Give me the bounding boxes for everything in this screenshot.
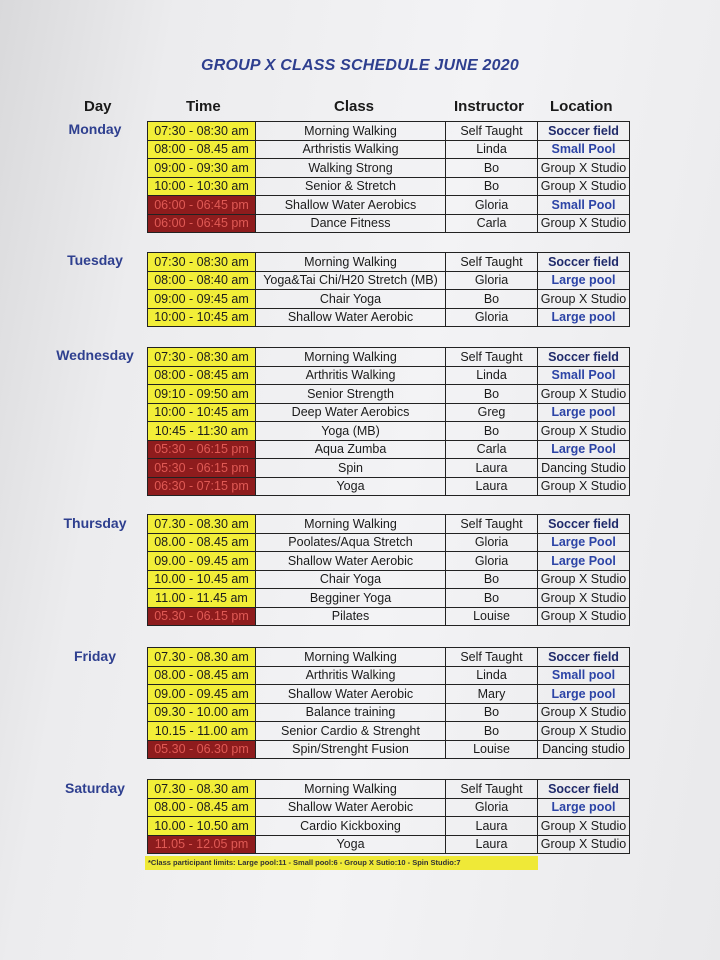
time-cell: 10:00 - 10:45 am (148, 403, 256, 422)
class-cell: Chair Yoga (256, 570, 446, 589)
location-cell: Large pool (538, 685, 630, 704)
instructor-cell: Bo (446, 722, 538, 741)
table-row (148, 780, 630, 799)
instructor-cell: Gloria (446, 552, 538, 571)
time-cell: 09:00 - 09:45 am (148, 290, 256, 309)
header-time: Time (186, 98, 221, 115)
header-instructor: Instructor (454, 98, 525, 115)
location-cell: Group X Studio (538, 214, 630, 233)
instructor-cell: Linda (446, 140, 538, 159)
table-row (148, 253, 630, 272)
time-cell: 07.30 - 08.30 am (148, 780, 256, 799)
location-cell: Small Pool (538, 140, 630, 159)
header-class: Class (334, 98, 375, 115)
class-cell: Senior & Stretch (256, 177, 446, 196)
table-row (148, 348, 630, 367)
time-cell: 08.00 - 08.45 am (148, 533, 256, 552)
table-row (148, 366, 630, 385)
location-cell: Dancing studio (538, 740, 630, 759)
day-label-tuesday: Tuesday (67, 252, 123, 268)
table-row (148, 196, 630, 215)
instructor-cell: Louise (446, 740, 538, 759)
table-row (148, 214, 630, 233)
location-cell: Group X Studio (538, 722, 630, 741)
schedule-table-monday (147, 121, 630, 233)
time-cell: 08.00 - 08.45 am (148, 798, 256, 817)
table-row (148, 459, 630, 478)
instructor-cell: Linda (446, 666, 538, 685)
schedule-table-saturday (147, 779, 630, 854)
time-cell: 10:45 - 11:30 am (148, 422, 256, 441)
table-row (148, 533, 630, 552)
time-cell: 06:00 - 06:45 pm (148, 214, 256, 233)
table-row (148, 422, 630, 441)
table-row (148, 515, 630, 534)
day-label-saturday: Saturday (65, 780, 125, 796)
time-cell: 05.30 - 06.15 pm (148, 607, 256, 626)
location-cell: Group X Studio (538, 835, 630, 854)
time-cell: 06:30 - 07:15 pm (148, 477, 256, 496)
class-cell: Morning Walking (256, 348, 446, 367)
instructor-cell: Bo (446, 385, 538, 404)
location-cell: Large Pool (538, 440, 630, 459)
location-cell: Large Pool (538, 552, 630, 571)
class-cell: Morning Walking (256, 648, 446, 667)
class-cell: Yoga&Tai Chi/H20 Stretch (MB) (256, 271, 446, 290)
time-cell: 09.00 - 09.45 am (148, 552, 256, 571)
instructor-cell: Carla (446, 214, 538, 233)
time-cell: 08:00 - 08:45 am (148, 366, 256, 385)
time-cell: 08:00 - 08.45 am (148, 140, 256, 159)
class-cell: Chair Yoga (256, 290, 446, 309)
schedule-table-thursday (147, 514, 630, 626)
instructor-cell: Bo (446, 570, 538, 589)
time-cell: 09:00 - 09:30 am (148, 159, 256, 178)
time-cell: 06:00 - 06:45 pm (148, 196, 256, 215)
time-cell: 07:30 - 08:30 am (148, 122, 256, 141)
class-cell: Shallow Water Aerobic (256, 685, 446, 704)
location-cell: Soccer field (538, 122, 630, 141)
table-row (148, 177, 630, 196)
day-label-friday: Friday (73, 648, 116, 664)
instructor-cell: Mary (446, 685, 538, 704)
location-cell: Group X Studio (538, 477, 630, 496)
instructor-cell: Self Taught (446, 122, 538, 141)
location-cell: Soccer field (538, 780, 630, 799)
class-cell: Morning Walking (256, 122, 446, 141)
class-cell: Poolates/Aqua Stretch (256, 533, 446, 552)
class-cell: Morning Walking (256, 515, 446, 534)
table-row (148, 290, 630, 309)
table-row (148, 385, 630, 404)
time-cell: 10:00 - 10:30 am (148, 177, 256, 196)
location-cell: Group X Studio (538, 159, 630, 178)
class-cell: Balance training (256, 703, 446, 722)
time-cell: 07.30 - 08.30 am (148, 648, 256, 667)
time-cell: 11.00 - 11.45 am (148, 589, 256, 608)
time-cell: 10:00 - 10:45 am (148, 308, 256, 327)
time-cell: 08:00 - 08:40 am (148, 271, 256, 290)
table-row (148, 552, 630, 571)
table-row (148, 308, 630, 327)
time-cell: 07:30 - 08:30 am (148, 253, 256, 272)
instructor-cell: Self Taught (446, 780, 538, 799)
class-cell: Shallow Water Aerobics (256, 196, 446, 215)
location-cell: Soccer field (538, 348, 630, 367)
instructor-cell: Greg (446, 403, 538, 422)
instructor-cell: Gloria (446, 798, 538, 817)
table-row (148, 570, 630, 589)
instructor-cell: Laura (446, 477, 538, 496)
instructor-cell: Carla (446, 440, 538, 459)
instructor-cell: Bo (446, 177, 538, 196)
class-cell: Begginer Yoga (256, 589, 446, 608)
class-cell: Shallow Water Aerobic (256, 308, 446, 327)
class-cell: Spin/Strenght Fusion (256, 740, 446, 759)
class-cell: Morning Walking (256, 780, 446, 799)
class-cell: Yoga (MB) (256, 422, 446, 441)
class-cell: Yoga (256, 835, 446, 854)
location-cell: Group X Studio (538, 570, 630, 589)
instructor-cell: Linda (446, 366, 538, 385)
class-cell: Morning Walking (256, 253, 446, 272)
instructor-cell: Self Taught (446, 253, 538, 272)
time-cell: 09.30 - 10.00 am (148, 703, 256, 722)
location-cell: Dancing Studio (538, 459, 630, 478)
location-cell: Large Pool (538, 533, 630, 552)
time-cell: 11.05 - 12.05 pm (148, 835, 256, 854)
table-row (148, 440, 630, 459)
instructor-cell: Laura (446, 459, 538, 478)
table-row (148, 271, 630, 290)
instructor-cell: Louise (446, 607, 538, 626)
instructor-cell: Bo (446, 589, 538, 608)
table-row (148, 685, 630, 704)
instructor-cell: Gloria (446, 271, 538, 290)
table-row (148, 589, 630, 608)
table-row (148, 159, 630, 178)
time-cell: 05:30 - 06:15 pm (148, 459, 256, 478)
time-cell: 08.00 - 08.45 am (148, 666, 256, 685)
class-cell: Spin (256, 459, 446, 478)
instructor-cell: Self Taught (446, 515, 538, 534)
class-cell: Shallow Water Aerobic (256, 552, 446, 571)
day-label-wednesday: Wednesday (56, 347, 134, 363)
table-row (148, 817, 630, 836)
location-cell: Group X Studio (538, 703, 630, 722)
time-cell: 10.15 - 11.00 am (148, 722, 256, 741)
instructor-cell: Gloria (446, 196, 538, 215)
table-row (148, 798, 630, 817)
location-cell: Small Pool (538, 366, 630, 385)
header-day: Day (84, 98, 112, 115)
class-cell: Arthristis Walking (256, 140, 446, 159)
location-cell: Group X Studio (538, 422, 630, 441)
location-cell: Large pool (538, 798, 630, 817)
time-cell: 10.00 - 10.50 am (148, 817, 256, 836)
instructor-cell: Laura (446, 817, 538, 836)
location-cell: Small Pool (538, 196, 630, 215)
class-cell: Walking Strong (256, 159, 446, 178)
location-cell: Group X Studio (538, 607, 630, 626)
table-row (148, 703, 630, 722)
instructor-cell: Self Taught (446, 648, 538, 667)
time-cell: 07:30 - 08:30 am (148, 348, 256, 367)
instructor-cell: Gloria (446, 308, 538, 327)
header-location: Location (550, 98, 613, 115)
location-cell: Soccer field (538, 515, 630, 534)
schedule-table-wednesday (147, 347, 630, 496)
time-cell: 05.30 - 06.30 pm (148, 740, 256, 759)
location-cell: Group X Studio (538, 817, 630, 836)
day-label-monday: Monday (68, 121, 122, 137)
class-cell: Deep Water Aerobics (256, 403, 446, 422)
instructor-cell: Bo (446, 422, 538, 441)
time-cell: 10.00 - 10.45 am (148, 570, 256, 589)
class-cell: Pilates (256, 607, 446, 626)
instructor-cell: Self Taught (446, 348, 538, 367)
location-cell: Large pool (538, 308, 630, 327)
time-cell: 07.30 - 08.30 am (148, 515, 256, 534)
table-row (148, 122, 630, 141)
time-cell: 09:10 - 09:50 am (148, 385, 256, 404)
class-cell: Senior Cardio & Strenght (256, 722, 446, 741)
instructor-cell: Bo (446, 290, 538, 309)
class-cell: Arthritis Walking (256, 366, 446, 385)
class-cell: Aqua Zumba (256, 440, 446, 459)
instructor-cell: Gloria (446, 533, 538, 552)
location-cell: Large pool (538, 403, 630, 422)
table-row (148, 648, 630, 667)
participant-limits-note: *Class participant limits: Large pool:11 - Small pool:6 - Group X Sutio:10 - Spin Studio:7 (145, 856, 538, 870)
table-row (148, 607, 630, 626)
schedule-table-tuesday (147, 252, 630, 327)
table-row (148, 740, 630, 759)
location-cell: Group X Studio (538, 177, 630, 196)
class-cell: Dance Fitness (256, 214, 446, 233)
location-cell: Group X Studio (538, 290, 630, 309)
class-cell: Cardio Kickboxing (256, 817, 446, 836)
instructor-cell: Bo (446, 703, 538, 722)
class-cell: Arthritis Walking (256, 666, 446, 685)
class-cell: Shallow Water Aerobic (256, 798, 446, 817)
location-cell: Group X Studio (538, 589, 630, 608)
day-label-thursday: Thursday (63, 515, 127, 531)
table-row (148, 403, 630, 422)
instructor-cell: Laura (446, 835, 538, 854)
location-cell: Large pool (538, 271, 630, 290)
class-cell: Yoga (256, 477, 446, 496)
location-cell: Group X Studio (538, 385, 630, 404)
page-title: GROUP X CLASS SCHEDULE JUNE 2020 (201, 57, 519, 74)
location-cell: Soccer field (538, 253, 630, 272)
table-row (148, 140, 630, 159)
time-cell: 05:30 - 06:15 pm (148, 440, 256, 459)
class-cell: Senior Strength (256, 385, 446, 404)
table-row (148, 722, 630, 741)
time-cell: 09.00 - 09.45 am (148, 685, 256, 704)
table-row (148, 477, 630, 496)
table-row (148, 666, 630, 685)
instructor-cell: Bo (446, 159, 538, 178)
location-cell: Soccer field (538, 648, 630, 667)
table-row (148, 835, 630, 854)
location-cell: Small pool (538, 666, 630, 685)
schedule-table-friday (147, 647, 630, 759)
